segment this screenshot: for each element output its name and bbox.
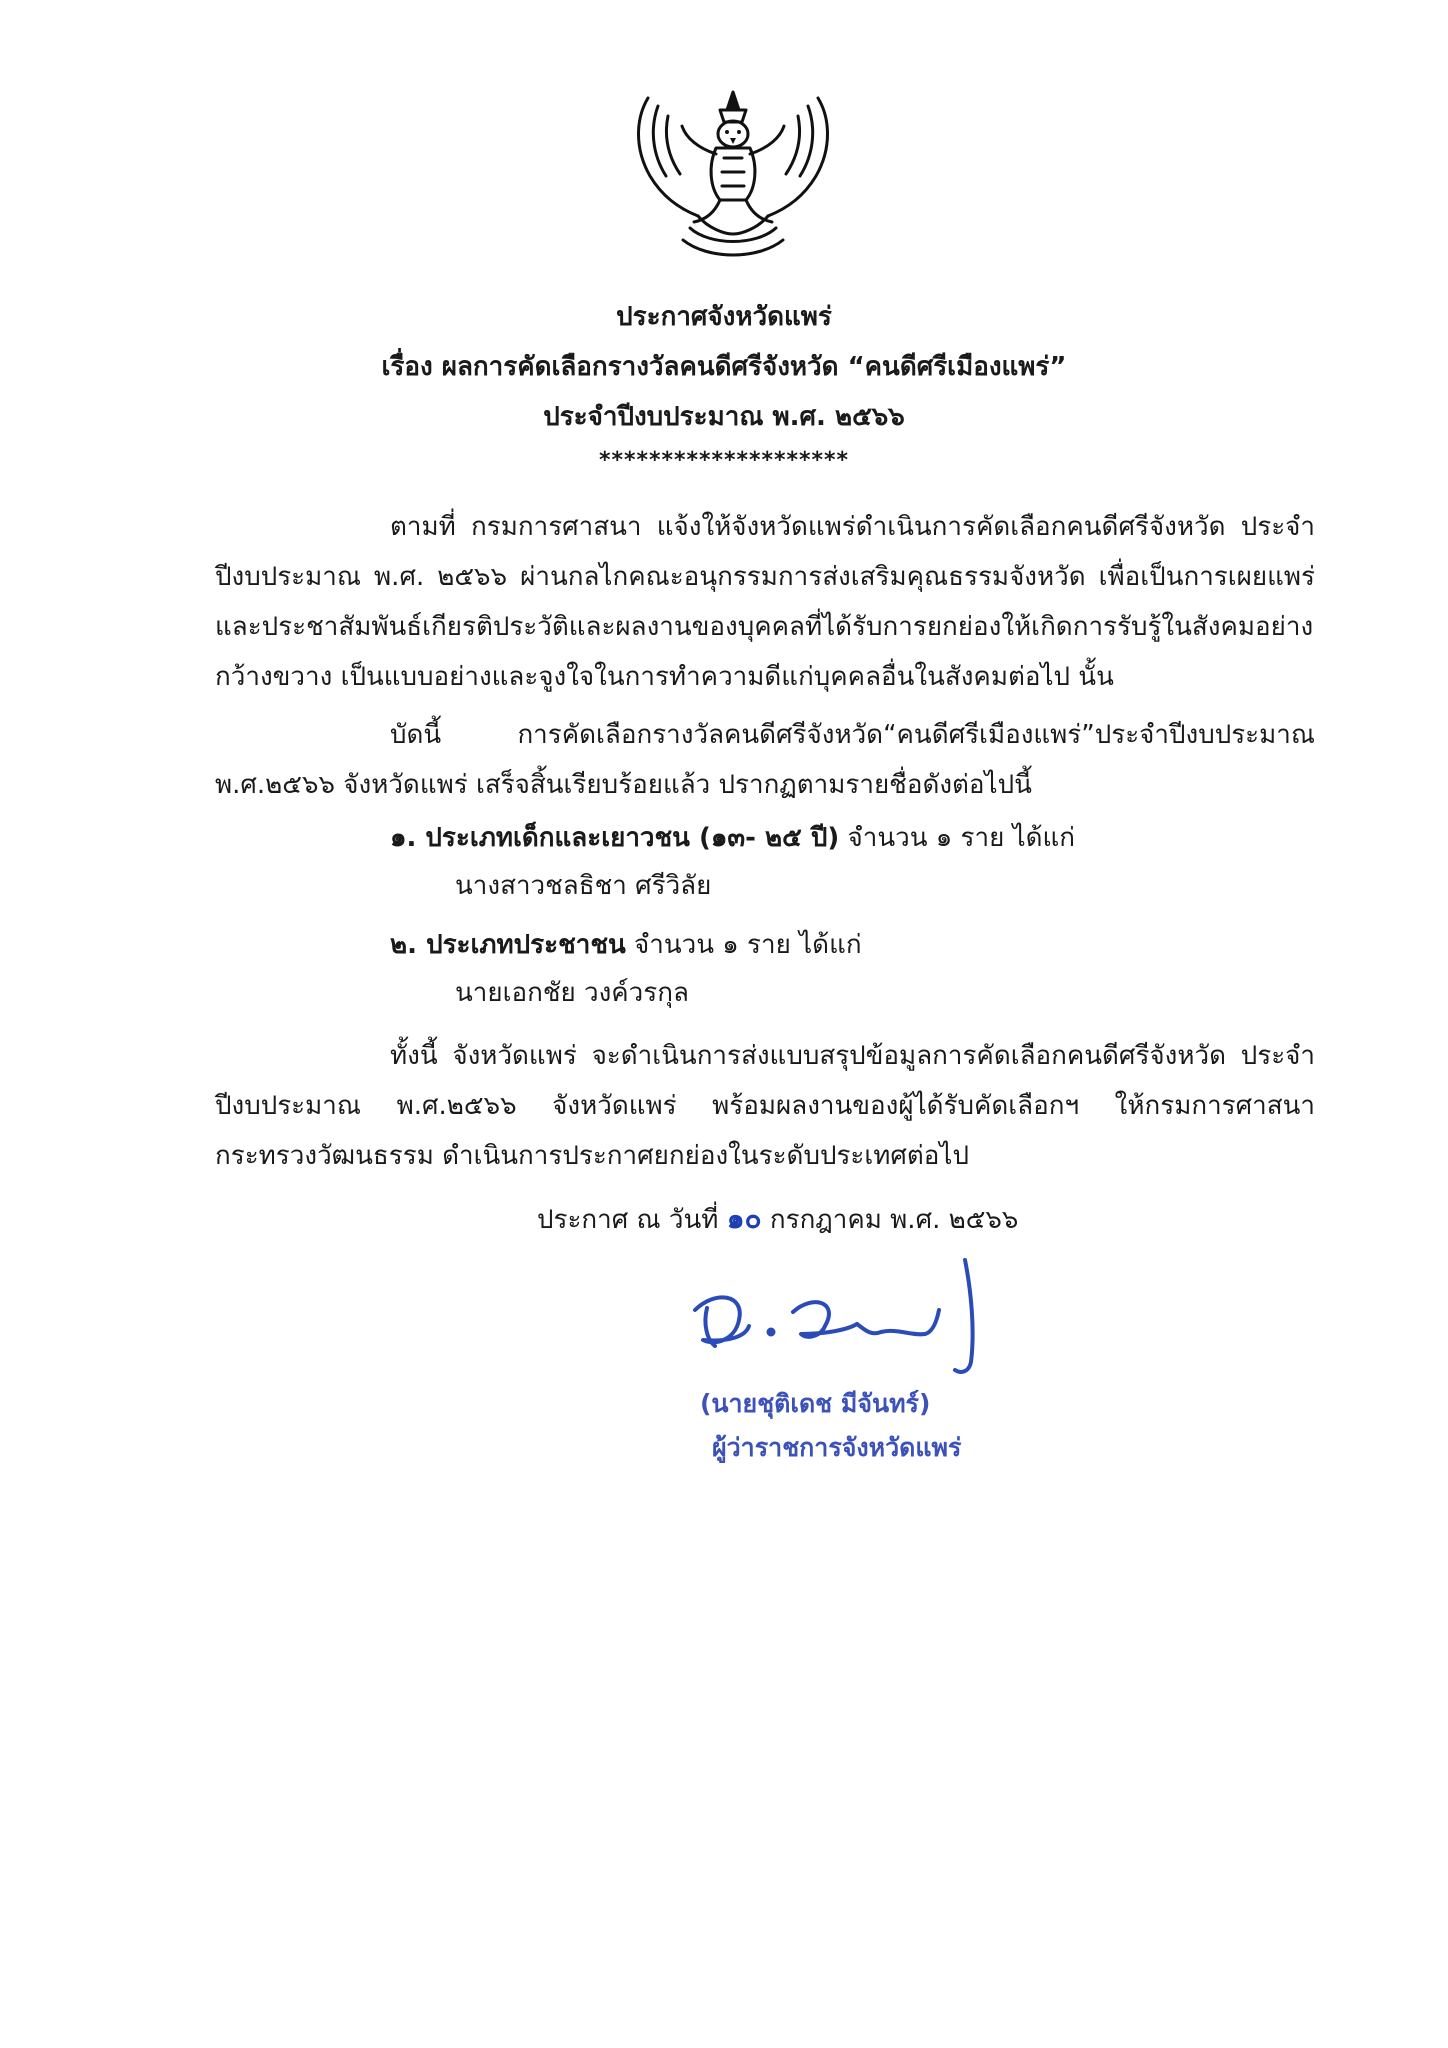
list-item	[390, 813, 1075, 863]
date-prefix: ประกาศ ณ วันที่	[537, 1205, 727, 1235]
list-item-title: ๑. ประเภทเด็กและเยาวชน (๑๓- ๒๕ ปี)	[390, 823, 840, 853]
date-suffix: กรกฎาคม พ.ศ. ๒๕๖๖	[761, 1205, 1019, 1235]
awardee-name: นายเอกชัย วงค์วรกุล	[455, 978, 689, 1008]
signature-icon	[675, 1250, 1015, 1380]
announcement-subject: เรื่อง ผลการคัดเลือกรางวัลคนดีศรีจังหวัด “คนดีศรีเมืองแพร่”	[381, 352, 1067, 382]
garuda-emblem-icon	[628, 88, 838, 266]
date-day: ๑๐	[726, 1202, 762, 1235]
header-divider: ********************	[598, 448, 850, 473]
signer-name: (นายชุติเดช มีจันทร์)	[700, 1389, 931, 1418]
list-item-title: ๒. ประเภทประชาชน	[390, 930, 626, 960]
announcement-header	[200, 292, 1248, 442]
announcement-date	[537, 1194, 1018, 1245]
handwritten-signature	[675, 1250, 1015, 1380]
list-item-detail: จำนวน ๑ ราย ได้แก่	[839, 823, 1076, 853]
paragraph-result: บัดนี้ การคัดเลือกรางวัลคนดีศรีจังหวัด“คนดีศรีเมืองแพร่”ประจำปีงบประมาณ พ.ศ.๒๕๖๖ จังหวัดแพร่ เสร็จสิ้นเรียบร้อยแล้ว ปรากฏตามรายชื่อดังต่อไปนี้	[215, 720, 1315, 800]
announcement-fiscal-year: ประจำปีงบประมาณ พ.ศ. ๒๕๖๖	[543, 402, 905, 432]
paragraph-closing: ทั้งนี้ จังหวัดแพร่ จะดำเนินการส่งแบบสรุปข้อมูลการคัดเลือกคนดีศรีจังหวัด ประจำปีงบประมาณ พ.ศ.๒๕๖๖ จังหวัดแพร่ พร้อมผลงานของผู้ได้รับคัดเลือกฯ ให้กรมการศาสนา กระทรวงวัฒนธรรม ดำเนินการประกาศยกย่องในระดับประเทศต่อไป	[215, 1041, 1315, 1171]
awardee-name: นางสาวชลธิชา ศรีวิลัย	[455, 871, 712, 901]
signer-position: ผู้ว่าราชการจังหวัดแพร่	[712, 1433, 962, 1462]
list-item	[390, 920, 862, 970]
list-item-detail: จำนวน ๑ ราย ได้แก่	[625, 930, 862, 960]
garuda-emblem-drawing	[628, 88, 838, 266]
announcement-title: ประกาศจังหวัดแพร่	[616, 302, 832, 332]
paragraph-background: ตามที่ กรมการศาสนา แจ้งให้จังหวัดแพร่ดำเนินการคัดเลือกคนดีศรีจังหวัด ประจำปีงบประมาณ พ.ศ. ๒๕๖๖ ผ่านกลไกคณะอนุกรรมการส่งเสริมคุณธรรมจังหวัด เพื่อเป็นการเผยแพร่และประชาสัมพันธ์เกียรติประวัติและผลงานของบุคคลที่ได้รับการยกย่องให้เกิดการรับรู้ในสังคมอย่างกว้างขวาง เป็นแบบอย่างและจูงใจในการทำความดีแก่บุคคลอื่นในสังคมต่อไป นั้น	[215, 512, 1315, 692]
